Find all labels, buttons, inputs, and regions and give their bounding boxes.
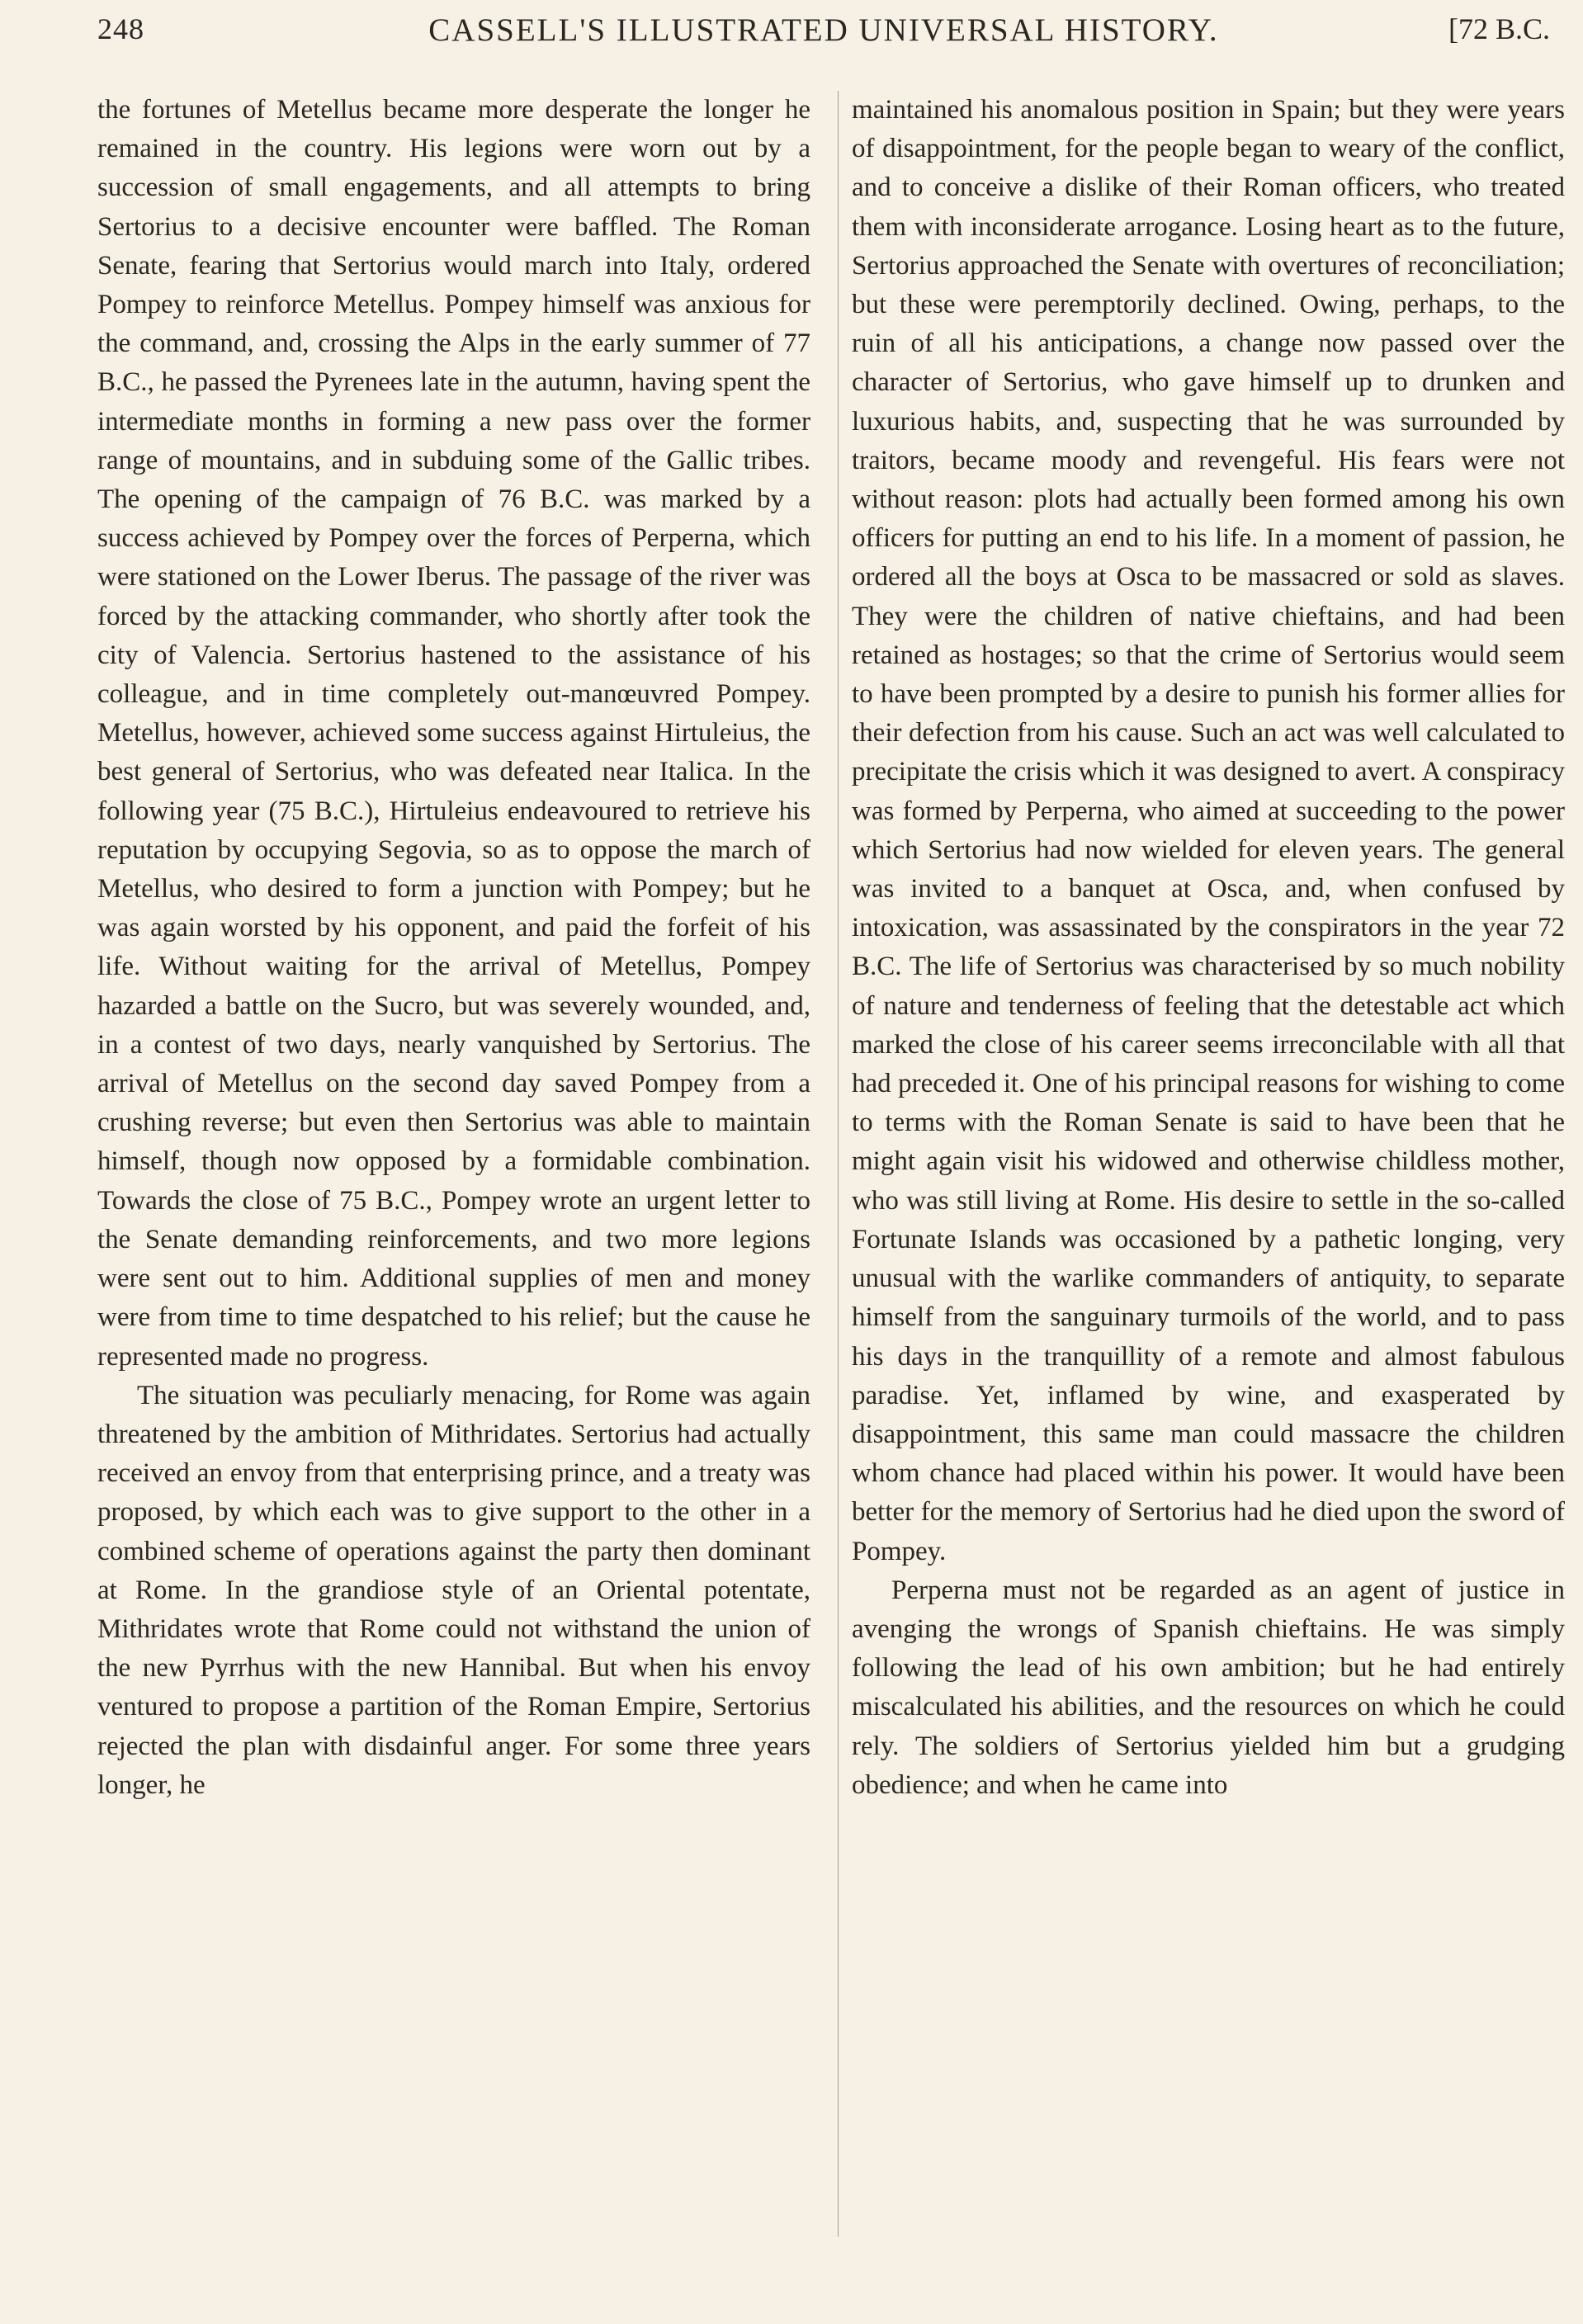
running-head (97, 12, 1550, 59)
paragraph: maintained his anomalous position in Spain; but they were years of disappointment, for the people began to weary of the conflict, and to conceive a dislike of their Roman officers, who treated them with inconsiderate arrogance. Losing heart as to the future, Sertorius approached the Senate with overtures of reconciliation; but these were peremptorily declined. Owing, perhaps, to the ruin of all his anticipations, a change now passed over the character of Sertorius, who gave himself up to drunken and luxurious habits, and, suspecting that he was surrounded by traitors, became moody and revengeful. His fears were not without reason: plots had actually been formed among his own officers for putting an end to his life. In a moment of passion, he ordered all the boys at Osca to be massacred or sold as slaves. They were the children of native chieftains, and had been retained as hostages; so that the crime of Sertorius would seem to have been prompted by a desire to punish his former allies for their defection from his cause. Such an act was well calculated to precipitate the crisis which it was designed to avert. A conspiracy was formed by Perperna, who aimed at succeeding to the power which Sertorius had now wielded for eleven years. The general was invited to a banquet at Osca, and, when confused by intoxication, was assassinated by the conspirators in the year 72 B.C. The life of Sertorius was characterised by so much nobility of nature and tenderness of feeling that the detestable act which marked the close of his career seems irreconcilable with all that had preceded it. One of his principal reasons for wishing to come to terms with the Roman Senate is said to have been that he might again visit his widowed and otherwise childless mother, who was still living at Rome. His desire to settle in the so-called Fortunate Islands was occasioned by a pathetic longing, very unusual with the warlike commanders of antiquity, to separate himself from the sanguinary turmoils of the world, and to pass his days in the tranquillity of a remote and almost fabulous paradise. Yet, inflamed by wine, and exasperated by disappointment, this same man could massacre the children whom chance had placed within his power. It would have been better for the memory of Sertorius had he died upon the sword of Pompey. (852, 95, 1565, 1566)
left-column (97, 91, 810, 1805)
right-column (852, 91, 1565, 1805)
column-rule (838, 91, 839, 2237)
paragraph: The situation was peculiarly menacing, for Rome was again threatened by the ambition of Mithridates. Sertorius had actually received an envoy from that enterprising prince, and a treaty was proposed, by which each was to give support to the other in a combined scheme of operations against the party then dominant at Rome. In the grandiose style of an Oriental potentate, Mithridates wrote that Rome could not withstand the union of the new Pyrrhus with the new Hannibal. But when his envoy ventured to propose a partition of the Roman Empire, Sertorius rejected the plan with disdainful anger. For some three years longer, he (97, 1380, 810, 1800)
date-range: [72 B.C. (1448, 12, 1550, 45)
page-number: 248 (97, 12, 144, 45)
running-title: CASSELL'S ILLUSTRATED UNIVERSAL HISTORY. (428, 12, 1219, 48)
paragraph: the fortunes of Metellus became more desperate the longer he remained in the country. His legions were worn out by a succession of small engagements, and all attempts to bring Sertorius to a decisive encounter were baffled. The Roman Senate, fearing that Sertorius would march into Italy, ordered Pompey to reinforce Metellus. Pompey himself was anxious for the command, and, crossing the Alps in the early summer of 77 B.C., he passed the Pyrenees late in the autumn, having spent the intermediate months in forming a new pass over the former range of mountains, and in subduing some of the Gallic tribes. The opening of the campaign of 76 B.C. was marked by a success achieved by Pompey over the forces of Perperna, which were stationed on the Lower Iberus. The passage of the river was forced by the attacking commander, who shortly after took the city of Valencia. Sertorius hastened to the assistance of his colleague, and in time completely out-manœuvred Pompey. Metellus, however, achieved some success against Hirtuleius, the best general of Sertorius, who was defeated near Italica. In the following year (75 B.C.), Hirtuleius endeavoured to retrieve his reputation by occupying Segovia, so as to oppose the march of Metellus, who desired to form a junction with Pompey; but he was again worsted by his opponent, and paid the forfeit of his life. Without waiting for the arrival of Metellus, Pompey hazarded a battle on the Sucro, but was severely wounded, and, in a contest of two days, nearly vanquished by Sertorius. The arrival of Metellus on the second day saved Pompey from a crushing reverse; but even then Sertorius was able to maintain himself, though now opposed by a formidable combination. Towards the close of 75 B.C., Pompey wrote an urgent letter to the Senate demanding reinforcements, and two more legions were sent out to him. Additional supplies of men and money were from time to time despatched to his relief; but the cause he represented made no progress. (97, 95, 810, 1372)
paragraph: Perperna must not be regarded as an agent of justice in avenging the wrongs of Spanish chieftains. He was simply following the lead of his own ambition; but he had entirely miscalculated his abilities, and the resources on which he could rely. The soldiers of Sertorius yielded him but a grudging obedience; and when he came into (852, 1575, 1565, 1800)
